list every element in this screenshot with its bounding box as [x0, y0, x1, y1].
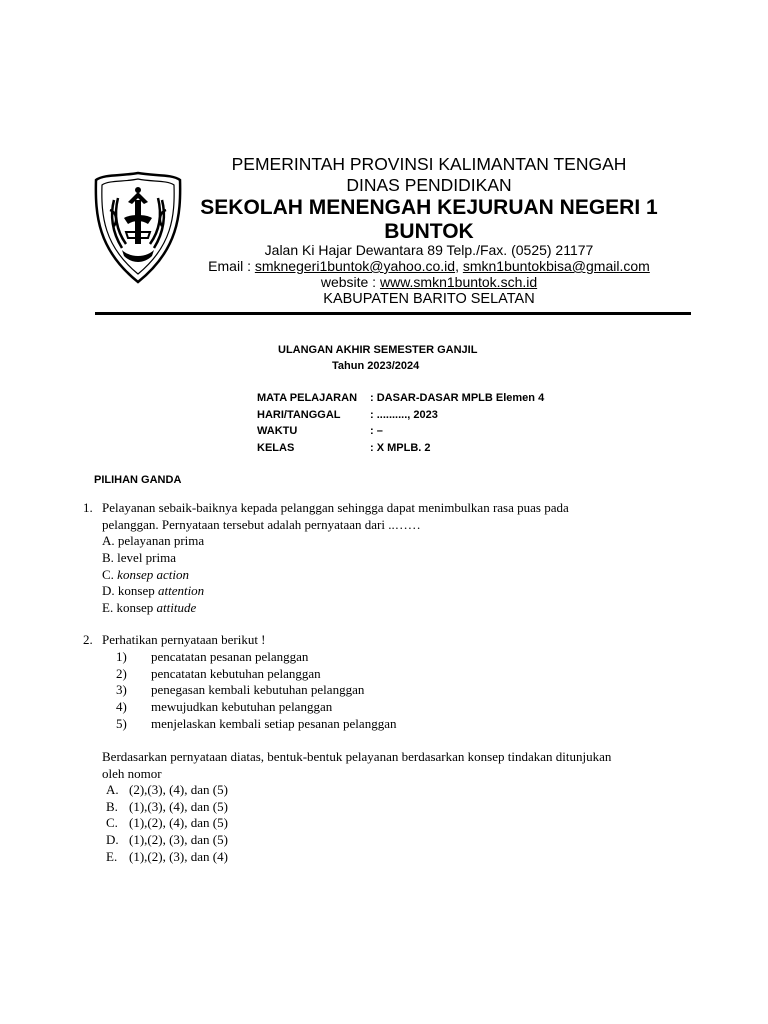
letterhead-divider [95, 312, 691, 315]
option-e: E. konsep attitude [102, 600, 197, 615]
option-c: C. konsep action [102, 567, 190, 582]
question-text: Pelayanan sebaik-baiknya kepada pelanggan sehingga dapat menimbulkan rasa puas pada [102, 500, 569, 515]
website-label: website : [320, 274, 380, 290]
statement-text: pencatatan pesanan pelanggan [151, 649, 309, 664]
email-link-2[interactable]: smkn1buntokbisa@gmail.com [462, 258, 650, 274]
answer-letter: E. [106, 849, 118, 864]
statement-number: 5) [116, 716, 127, 731]
letterhead-school-name-cont: BUNTOK [384, 220, 474, 243]
statement-text: menjelaskan kembali setiap pesanan pelanggan [151, 716, 397, 731]
letterhead-school-name: SEKOLAH MENENGAH KEJURUAN NEGERI 1 [200, 196, 658, 219]
answer-text: (1),(3), (4), dan (5) [129, 799, 228, 814]
section-heading: PILIHAN GANDA [94, 474, 182, 486]
statement-number: 3) [116, 682, 127, 697]
letterhead-regency: KABUPATEN BARITO SELATAN [323, 291, 535, 307]
question-text-cont: pelanggan. Pernyataan tersebut adalah pernyataan dari ..…… [102, 517, 421, 532]
answer-text: (1),(2), (3), dan (5) [129, 832, 228, 847]
answer-text: (1),(2), (3), dan (4) [129, 849, 228, 864]
statement-text: penegasan kembali kebutuhan pelanggan [151, 682, 365, 697]
info-row-class [257, 442, 431, 454]
info-value: : – [370, 425, 383, 437]
info-value: : DASAR-DASAR MPLB Elemen 4 [370, 392, 545, 404]
website-link[interactable]: www.smkn1buntok.sch.id [379, 274, 538, 290]
info-row-time [257, 425, 383, 437]
question-2 [0, 632, 768, 872]
letterhead-website-line [170, 274, 688, 290]
statement-number: 2) [116, 666, 127, 681]
letterhead-province: PEMERINTAH PROVINSI KALIMANTAN TENGAH [231, 154, 627, 174]
info-row-subject [257, 392, 544, 404]
option-a: A. pelayanan prima [102, 533, 205, 548]
answer-text: (1),(2), (4), dan (5) [129, 815, 228, 830]
info-key: HARI/TANGGAL [257, 409, 341, 421]
email-label: Email : [208, 258, 255, 274]
email-separator: , [455, 258, 463, 274]
answer-letter: B. [106, 799, 118, 814]
info-row-date [257, 409, 438, 421]
question-1 [0, 500, 768, 620]
answer-letter: A. [106, 782, 119, 797]
info-key: MATA PELAJARAN [257, 392, 358, 404]
info-key: KELAS [257, 442, 295, 454]
answer-letter: C. [106, 815, 118, 830]
info-key: WAKTU [257, 425, 298, 437]
exam-year: Tahun 2023/2024 [332, 360, 420, 372]
question-number: 2. [83, 632, 93, 647]
exam-title: ULANGAN AKHIR SEMESTER GANJIL [278, 344, 478, 356]
statement-text: mewujudkan kebutuhan pelanggan [151, 699, 333, 714]
question-stem-cont: oleh nomor [102, 766, 162, 781]
info-value: : .........., 2023 [370, 409, 438, 421]
statement-number: 4) [116, 699, 127, 714]
question-number: 1. [83, 500, 93, 515]
answer-letter: D. [106, 832, 119, 847]
answer-text: (2),(3), (4), dan (5) [129, 782, 228, 797]
letterhead-address: Jalan Ki Hajar Dewantara 89 Telp./Fax. (0525) 21177 [264, 242, 594, 258]
statement-number: 1) [116, 649, 127, 664]
info-value: : X MPLB. 2 [370, 442, 431, 454]
letterhead-department: DINAS PENDIDIKAN [346, 175, 512, 195]
email-link-1[interactable]: smknegeri1buntok@yahoo.co.id [254, 258, 456, 274]
letterhead-email-line [170, 258, 688, 274]
statement-text: pencatatan kebutuhan pelanggan [151, 666, 321, 681]
question-stem: Berdasarkan pernyataan diatas, bentuk-bentuk pelayanan berdasarkan konsep tindakan ditunjukan [102, 749, 612, 764]
option-b: B. level prima [102, 550, 177, 565]
option-d: D. konsep attention [102, 583, 205, 598]
question-text: Perhatikan pernyataan berikut ! [102, 632, 266, 647]
